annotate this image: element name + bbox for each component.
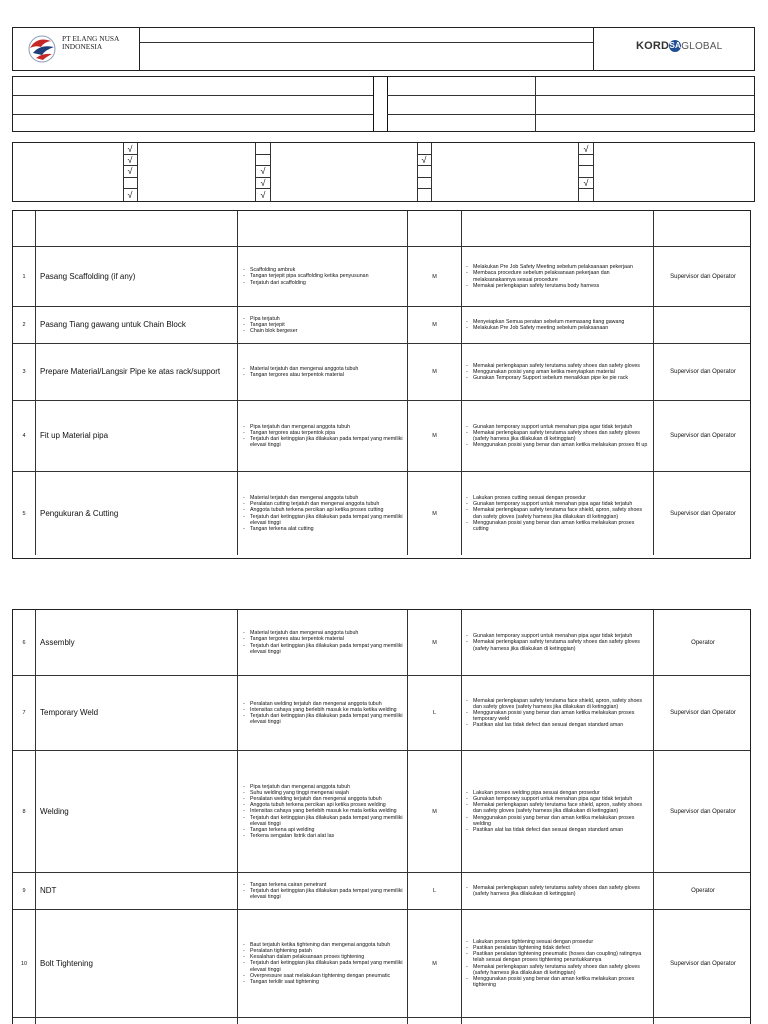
cell-row-number: 5: [13, 472, 36, 555]
cell-responsible: Supervisor dan Operator: [670, 433, 736, 439]
cell-responsible: [654, 211, 752, 246]
cell-controls: [462, 247, 654, 306]
cell-controls: [462, 401, 654, 471]
cell-responsible: Supervisor dan Operator: [670, 960, 736, 967]
check-mark: √: [583, 178, 589, 188]
cell-activity: [36, 211, 238, 246]
hazard-item: - Tangan terkilir saat tightening: [243, 979, 405, 985]
hazard-item: - Peralatan welding terjatuh dan mengenai anggota tubuh: [243, 796, 405, 802]
cell-risk-level: M: [408, 910, 462, 1017]
check-col-line: [431, 143, 432, 201]
control-item: - Gunakan temporary support untuk menahan pipa agar tidak terjatuh: [466, 796, 651, 802]
control-item: - Memakai perlengkapan safety terutama safety shoes dan safety gloves (safety harness jika dilakukan di ketinggian): [466, 430, 651, 442]
table-row: [13, 344, 750, 401]
hazards-list: [243, 424, 405, 448]
hazard-item: - Material terjatuh dan mengenai anggota tubuh: [243, 630, 405, 636]
cell-hazards: [238, 247, 408, 306]
control-item: - Memakai perlengkapan safety terutama body harness: [466, 283, 651, 289]
hazard-item: - Terjatuh dari ketinggian jika dilakukan pada tempat yang memiliki elevasi tinggi: [243, 514, 405, 526]
table-row: [13, 401, 750, 472]
hazards-list: [243, 784, 405, 839]
cell-risk-level: L: [408, 873, 462, 909]
cell-row-number: [13, 211, 36, 246]
cell-hazards: [238, 610, 408, 675]
hazard-item: - Peralatan cutting terjatuh dan mengenai anggota tubuh: [243, 501, 405, 507]
cell-row-number: 1: [13, 247, 36, 306]
cell-responsible: [654, 307, 752, 343]
hazards-list: [243, 701, 405, 725]
cell-controls: [462, 211, 654, 246]
cell-hazards: [238, 751, 408, 872]
cell-activity: [36, 910, 238, 1017]
activity-text: Pasang Tiang gawang untuk Chain Block: [40, 320, 186, 329]
control-item: - Gunakan Temporary Support sebelum menaikkan pipe ke pie rack: [466, 375, 640, 381]
activity-text: Assembly: [40, 637, 75, 647]
cell-hazards: [238, 307, 408, 343]
cell-row-number: 6: [13, 610, 36, 675]
hazard-item: - Terjatuh dari ketinggian jika dilakukan pada tempat yang memiliki elevasi tinggi: [243, 436, 405, 448]
control-item: - Lakukan proses cutting sesuai dengan prosedur: [466, 495, 651, 501]
cell-responsible: Operator: [691, 888, 715, 894]
cell-risk-level: M: [408, 307, 462, 343]
info-divider: [387, 95, 754, 96]
cell-row-number: 4: [13, 401, 36, 471]
hazard-item: - Tangan tergores atau terpentok material: [243, 636, 405, 642]
control-item: - Memakai perlengkapan safety terutama face shield, apron, safety shoes dan safety gloves (safety harness jika dilakukan di ketinggian): [466, 802, 651, 814]
cell-hazards: [238, 472, 408, 555]
control-item: - Membaca procedure sebelum pelaksanaan pekerjaan dan melaksanakannya sesuai procedure: [466, 270, 651, 282]
hazards-list: [243, 316, 297, 334]
checklist-section: [12, 142, 755, 202]
table-row: [13, 751, 750, 873]
cell-activity: [36, 751, 238, 872]
hazard-item: - Terkena sengatan listrik dari alat las: [243, 833, 405, 839]
cell-risk-level: M: [408, 401, 462, 471]
cell-hazards: [238, 401, 408, 471]
cell-hazards: [238, 211, 408, 246]
cell-controls: [462, 676, 654, 750]
controls-list: [466, 885, 651, 897]
hazard-item: - Terjatuh dari ketinggian jika dilakukan pada tempat yang memiliki elevasi tinggi: [243, 960, 405, 972]
table-row: [13, 247, 750, 307]
hazard-item: - Tangan terkena cairan penetrant: [243, 882, 405, 888]
check-mark: √: [583, 144, 589, 154]
control-item: - Menggunakan posisi yang benar dan aman ketika melakukan proses tightening: [466, 976, 651, 988]
control-item: - Pastikan peralatan tightening pneumatic (hoses dan coupling) ratingnya telah sesuai dengan proses tightening peruntukkannya: [466, 951, 651, 963]
cell-controls: [462, 472, 654, 555]
activity-text: Pasang Scaffolding (if any): [40, 271, 136, 281]
info-section: [12, 76, 755, 132]
hazard-item: - Kesalahan dalam pelaksanaan proses tightening: [243, 954, 405, 960]
control-item: - Memakai perlengkapan safety terutama safety shoes dan safety gloves (safety harness jika dilakukan di ketinggian): [466, 639, 651, 651]
controls-list: [466, 495, 651, 532]
info-divider: [13, 114, 373, 115]
check-mark: √: [127, 190, 133, 200]
activity-text: NDT: [40, 886, 57, 895]
cell-risk-level: M: [408, 247, 462, 306]
hazard-item: - Scaffolding ambruk: [243, 267, 369, 273]
control-item: - Memakai perlengkapan safety terutama safety shoes dan safety gloves (safety harness jika dilakukan di ketinggian): [466, 964, 651, 976]
check-col-line: [417, 143, 418, 201]
cell-responsible: Supervisor dan Operator: [670, 808, 736, 815]
control-item: - Menggunakan posisi yang benar dan aman ketika melakukan proses welding: [466, 815, 651, 827]
cell-row-number: 9: [13, 873, 36, 909]
check-mark: √: [421, 155, 427, 165]
cell-controls: [462, 344, 654, 400]
activity-text: Fit up Material pipa: [40, 431, 109, 440]
cell-responsible: Supervisor dan Operator: [670, 369, 736, 375]
info-divider: [387, 77, 388, 131]
cell-controls: [462, 610, 654, 675]
hazards-list: [243, 366, 358, 378]
cell-activity: [36, 1018, 238, 1024]
hazard-item: - Intensitas cahaya yang berlebih masuk ke mata ketika welding: [243, 808, 405, 814]
hazard-item: - Overpressure saat melakukan tightening dengan pneumatic: [243, 973, 405, 979]
info-divider: [535, 77, 536, 131]
control-item: - Memakai perlengkapan safety terutama face shield, apron, safety shoes dan safety gloves (safety harness jika dilakukan di ketinggian): [466, 698, 651, 710]
hazard-item: - Peralatan welding terjatuh dan mengenai anggota tubuh: [243, 701, 405, 707]
check-mark: √: [260, 190, 266, 200]
check-mark: √: [127, 144, 133, 154]
control-item: - Menggunakan posisi yang benar dan aman ketika melakukan proses temporary weld: [466, 710, 651, 722]
hazard-item: - Terjatuh dari ketinggian jika dilakukan pada tempat yang memiliki elevasi tinggi: [243, 888, 405, 900]
control-item: - Melakukan Pre Job Safety meeting sebelum pelaksanaan: [466, 325, 624, 331]
cell-responsible: [654, 1018, 752, 1024]
cell-activity: [36, 610, 238, 675]
control-item: - Memakai perlengkapan safety terutama safety shoes dan safety gloves (safety harness jika dilakukan di ketinggian): [466, 885, 651, 897]
cell-hazards: [238, 344, 408, 400]
cell-risk-level: [408, 1018, 462, 1024]
cell-row-number: 8: [13, 751, 36, 872]
hazard-item: - Pipa terjatuh dan mengenai anggota tubuh: [243, 784, 405, 790]
cell-activity: [36, 873, 238, 909]
cell-risk-level: L: [408, 676, 462, 750]
risk-table-1: [12, 210, 751, 559]
controls-list: [466, 424, 651, 448]
cell-activity: [36, 676, 238, 750]
hazard-item: - Tangan terkena api welding: [243, 827, 405, 833]
activity-text: Welding: [40, 806, 69, 816]
cell-responsible: Supervisor dan Operator: [670, 710, 736, 716]
cell-activity: [36, 344, 238, 400]
info-divider: [373, 77, 374, 131]
hazard-item: - Material terjatuh dan mengenai anggota tubuh: [243, 366, 358, 372]
hazard-item: - Anggota tubuh terkena percikan api ketika proses cutting: [243, 507, 405, 513]
cell-hazards: [238, 676, 408, 750]
check-mark: √: [127, 166, 133, 176]
cell-risk-level: M: [408, 344, 462, 400]
controls-list: [466, 939, 651, 988]
controls-list: [466, 264, 651, 288]
controls-list: [466, 363, 640, 381]
header-divider: [140, 42, 593, 43]
check-mark: √: [260, 178, 266, 188]
info-divider: [387, 114, 754, 115]
hazard-item: - Terjatuh dari ketinggian jika dilakukan pada tempat yang memiliki elevasi tinggi: [243, 643, 405, 655]
cell-controls: [462, 873, 654, 909]
cell-activity: [36, 472, 238, 555]
activity-text: Pengukuran & Cutting: [40, 508, 119, 518]
cell-risk-level: [408, 211, 462, 246]
table-row: [13, 472, 750, 555]
control-item: - Memakai perlengkapan safety terutama face shield, apron, safety shoes dan safety gloves (safety harness jika dilakukan di ketinggian): [466, 507, 651, 519]
hazard-item: - Tangan terkena alat cutting: [243, 526, 405, 532]
cell-row-number: 3: [13, 344, 36, 400]
cell-controls: [462, 1018, 654, 1024]
activity-text: Bolt Tightening: [40, 958, 93, 968]
info-divider: [13, 95, 373, 96]
hazard-item: - Baut terjatuh ketika tightening dan mengenai anggota tubuh: [243, 942, 405, 948]
cell-activity: [36, 247, 238, 306]
hazard-item: - Pipa terjatuh dan mengenai anggota tubuh: [243, 424, 405, 430]
cell-responsible: Supervisor dan Operator: [670, 273, 736, 280]
controls-list: [466, 633, 651, 651]
controls-list: [466, 319, 624, 331]
cell-hazards: [238, 873, 408, 909]
hazard-item: - Pipa terjatuh: [243, 316, 297, 322]
control-item: - Menggunakan posisi yang benar dan aman ketika melakukan proses fit up: [466, 442, 651, 448]
hazard-item: - Tangan tergores atau terpentok material: [243, 372, 358, 378]
table-row: [13, 873, 750, 910]
check-col-line: [270, 143, 271, 201]
partner-logo: KORDSAGLOBAL: [636, 40, 723, 52]
table-row: [13, 676, 750, 751]
company-logo-cell: [13, 28, 140, 70]
company-name: PT ELANG NUSA INDONESIA: [62, 34, 119, 51]
cell-controls: [462, 751, 654, 872]
control-item: - Menggunakan posisi yang benar dan aman ketika melakukan proses cutting: [466, 520, 651, 532]
hazard-item: - Terjatuh dari ketinggian jika dilakukan pada tempat yang memiliki elevasi tinggi: [243, 815, 405, 827]
check-col-line: [593, 143, 594, 201]
cell-row-number: 2: [13, 307, 36, 343]
risk-table-2: [12, 609, 751, 1024]
control-item: - Gunakan temporary support untuk menahan pipa agar tidak terjatuh: [466, 424, 651, 430]
table-row: [13, 1018, 750, 1024]
hazard-item: - Anggota tubuh terkena percikan api ketika proses welding: [243, 802, 405, 808]
control-item: - Pastikan peralatan tightening tidak defect: [466, 945, 651, 951]
hazard-item: - Peralatan tightening patah: [243, 948, 405, 954]
cell-row-number: 7: [13, 676, 36, 750]
cell-activity: [36, 307, 238, 343]
table-row: [13, 307, 750, 344]
hazards-list: [243, 267, 369, 285]
hazard-item: - Terjatuh dari scaffolding: [243, 280, 369, 286]
hazard-item: - Tangan tergores atau terpentok pipa: [243, 430, 405, 436]
cell-hazards: [238, 1018, 408, 1024]
hazards-list: [243, 630, 405, 654]
check-mark: √: [260, 166, 266, 176]
cell-controls: [462, 307, 654, 343]
hazard-item: - Tangan terjepit: [243, 322, 297, 328]
table-row: [13, 910, 750, 1018]
cell-controls: [462, 910, 654, 1017]
check-col-line: [137, 143, 138, 201]
hazard-item: - Chain blok bergeser: [243, 328, 297, 334]
cell-risk-level: M: [408, 610, 462, 675]
activity-text: Prepare Material/Langsir Pipe ke atas rack/support: [40, 367, 221, 376]
controls-list: [466, 790, 651, 833]
hazards-list: [243, 882, 405, 900]
cell-responsible: Supervisor dan Operator: [670, 510, 736, 517]
hazard-item: - Material terjatuh dan mengenai anggota tubuh: [243, 495, 405, 501]
control-item: - Pastikan alat las tidak defect dan sesuai dengan standard aman: [466, 722, 651, 728]
cell-activity: [36, 401, 238, 471]
hazard-item: - Tangan terjepit pipa scaffolding ketika penyusunan: [243, 273, 369, 279]
document-header: [12, 27, 755, 71]
company-logo-icon: [25, 32, 59, 66]
hazards-list: [243, 942, 405, 985]
control-item: - Lakukan proses tightening sesuai dengan prosedur: [466, 939, 651, 945]
control-item: - Menyeiapkan Semua peratan sebelum memasang tiang gawang: [466, 319, 624, 325]
table-row: [13, 610, 750, 676]
cell-row-number: [13, 1018, 36, 1024]
table-header-row: [13, 211, 750, 247]
control-item: - Pastikan alat las tidak defect dan sesuai dengan standard aman: [466, 827, 651, 833]
partner-logo-cell: [593, 28, 754, 70]
control-item: - Melakukan Pre Job Safety Meeting sebelum pelaksanaan pekerjaan: [466, 264, 651, 270]
control-item: - Memakai perlengkapan safety terutama safety shoes dan safety gloves: [466, 363, 640, 369]
cell-risk-level: M: [408, 472, 462, 555]
hazard-item: - Suhu welding yang tinggi mengenai wajah: [243, 790, 405, 796]
cell-risk-level: M: [408, 751, 462, 872]
hazards-list: [243, 495, 405, 532]
hazard-item: - Terjatuh dari ketinggian jika dilakukan pada tempat yang memiliki elevasi tinggi: [243, 713, 405, 725]
control-item: - Gunakan temporary support untuk menahan pipa agar tidak terjatuh: [466, 501, 651, 507]
hazard-item: - Intensitas cahaya yang berlebih masuk ke mata ketika welding: [243, 707, 405, 713]
activity-text: Temporary Weld: [40, 708, 99, 717]
control-item: - Lakukan proses welding pipa sesuai dengan prosedur: [466, 790, 651, 796]
cell-responsible: Operator: [691, 639, 715, 646]
check-mark: √: [127, 155, 133, 165]
controls-list: [466, 698, 651, 728]
control-item: - Gunakan temporary support untuk menahan pipa agar tidak terjatuh: [466, 633, 651, 639]
control-item: - Menggunakan posisi yang aman ketika menyiapkan material: [466, 369, 640, 375]
cell-row-number: 10: [13, 910, 36, 1017]
cell-hazards: [238, 910, 408, 1017]
